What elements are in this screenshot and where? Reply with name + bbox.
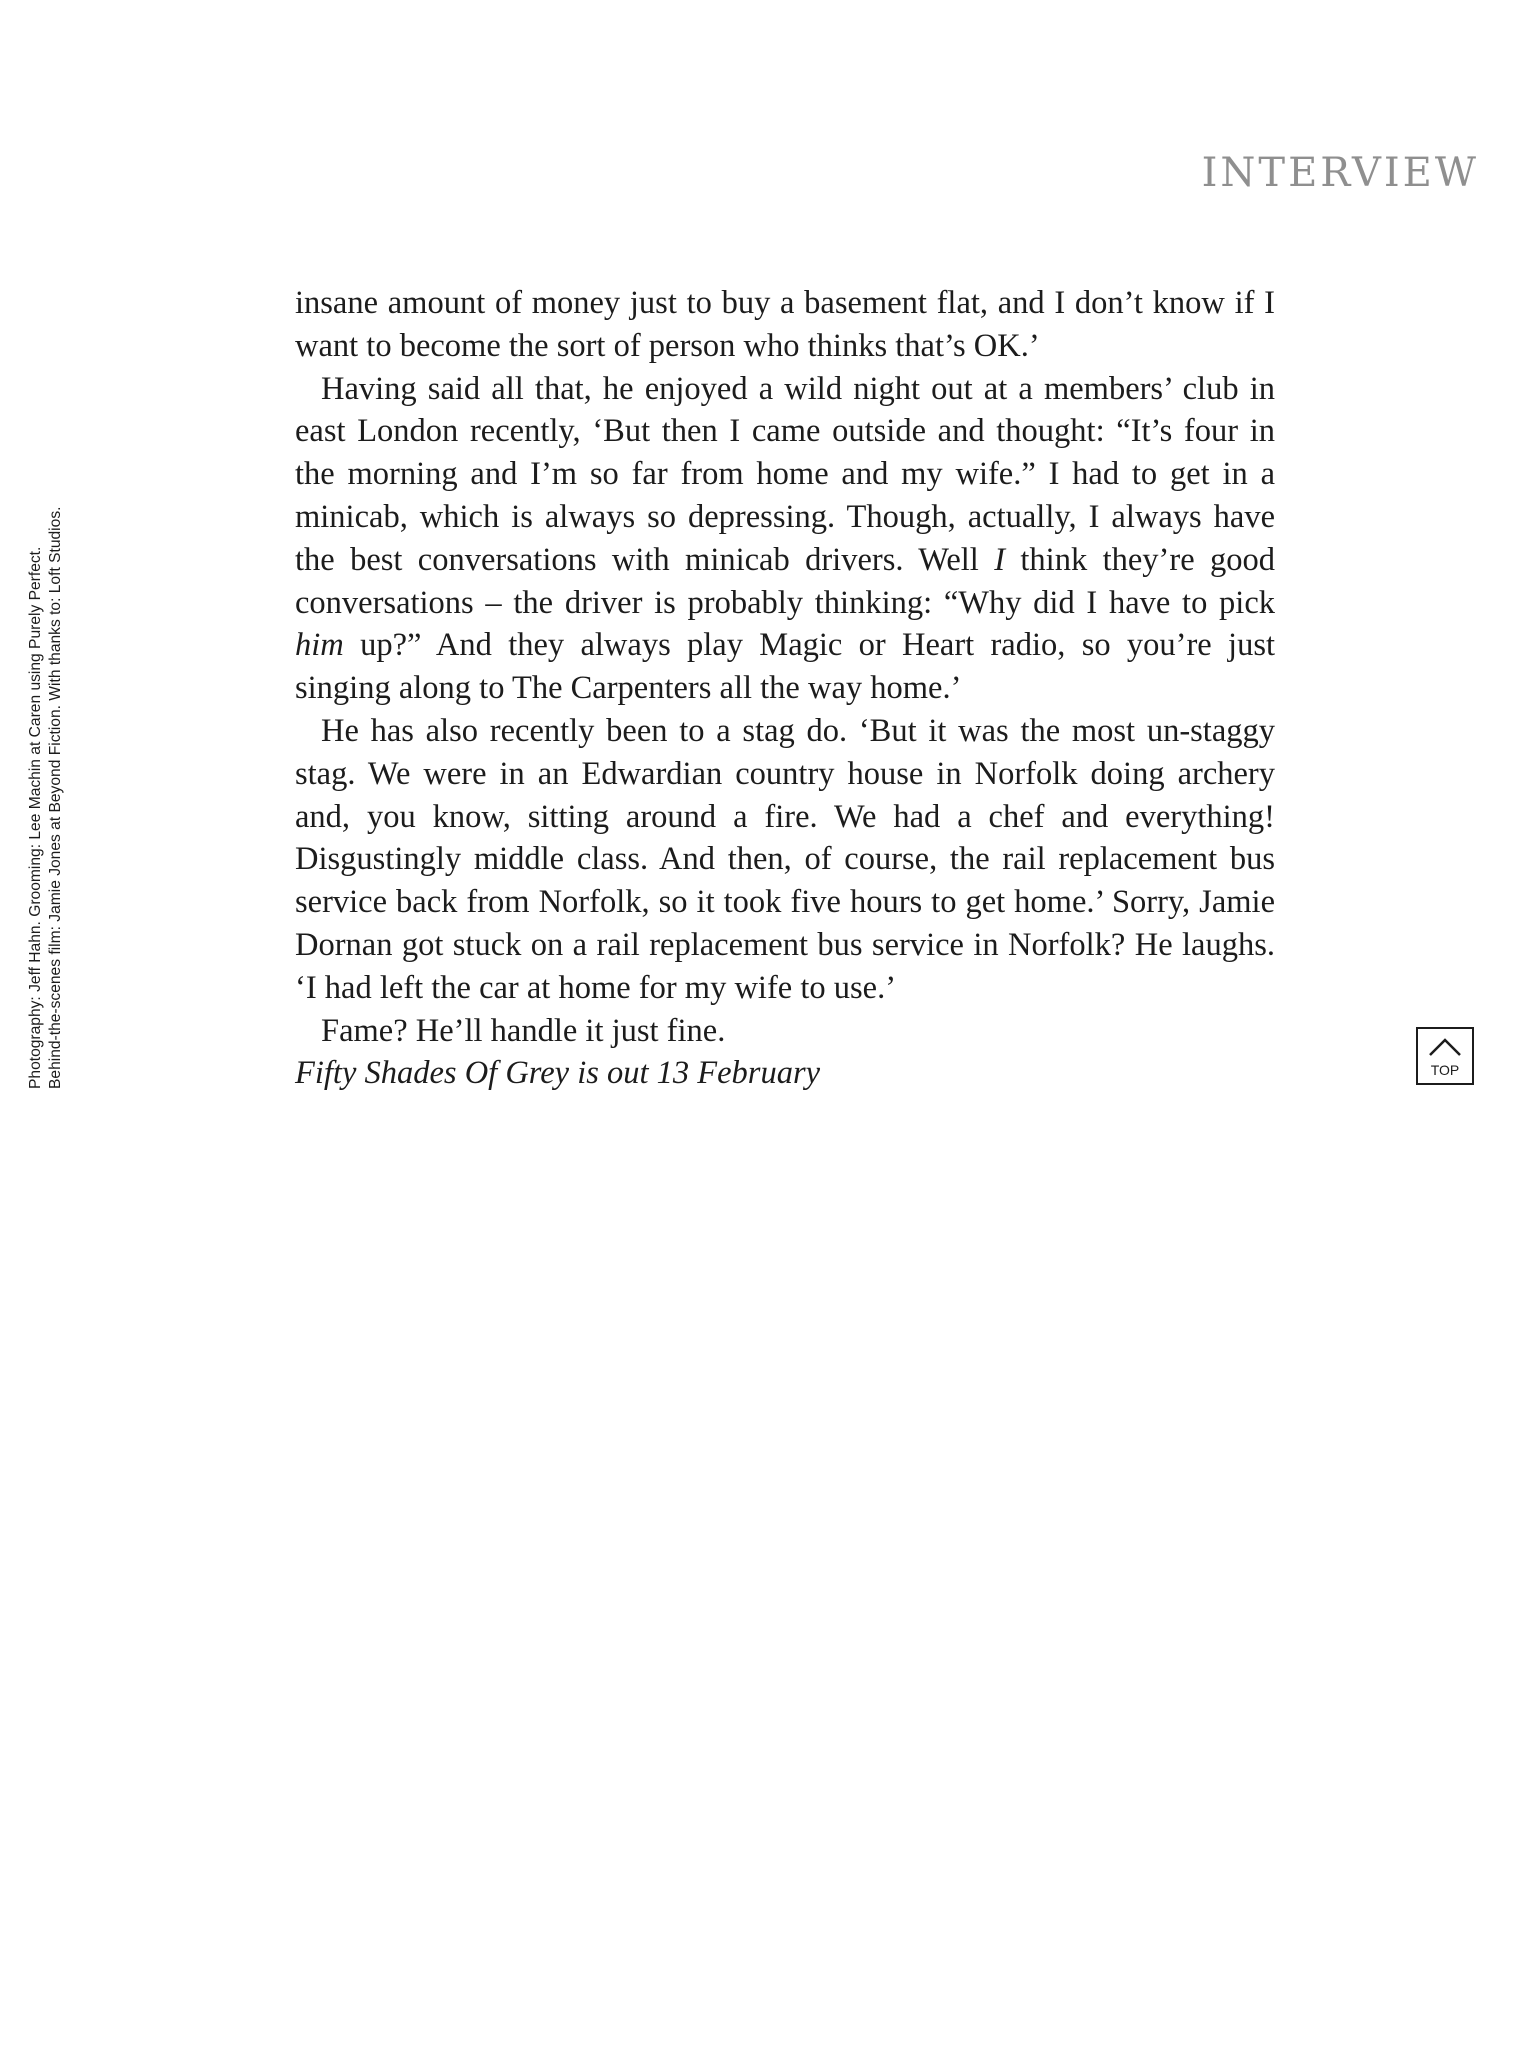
photo-credits-line-2: Behind-the-scenes film: Jamie Jones at Beyond Fiction. With thanks to: Loft Studios. bbox=[47, 506, 64, 1089]
section-label: INTERVIEW bbox=[1201, 150, 1479, 196]
article-paragraph-2-emphasis-2: him bbox=[295, 627, 344, 664]
article-paragraph-2 bbox=[295, 368, 1275, 710]
article-paragraph-2-part-b: think they’re good conversations – the driver is probably thinking: “Why did I have to pick bbox=[295, 541, 1275, 621]
article-paragraph-2-part-a: Having said all that, he enjoyed a wild night out at a members’ club in east London recently, ‘But then I came outside and thought: “It’s four in the morning and I’m so far from home and my wife.” I had to get in a minicab, which is always so depressing. Though, actually, I always have the best conversations with minicab drivers. Well bbox=[295, 370, 1275, 578]
chevron-up-icon bbox=[1428, 1035, 1462, 1057]
article-paragraph-2-emphasis-1: I bbox=[994, 541, 1006, 578]
article-body bbox=[295, 282, 1275, 1095]
photo-credits-line-1: Photography: Jeff Hahn. Grooming: Lee Machin at Caren using Purely Perfect. bbox=[27, 546, 44, 1089]
back-to-top-label: TOP bbox=[1430, 1062, 1460, 1078]
release-caption: Fifty Shades Of Grey is out 13 February bbox=[295, 1055, 821, 1092]
article-paragraph-3: He has also recently been to a stag do. ‘But it was the most un-staggy stag. We were in an Edwardian country house in Norfolk doing archery and, you know, sitting around a fire. We had a chef and everything! Disgustingly middle class. And then, of course, the rail replacement bus service back from Norfolk, so it took five hours to get home.’ Sorry, Jamie Dornan got stuck on a rail replacement bus service in Norfolk? He laughs. ‘I had left the car at home for my wife to use.’ bbox=[295, 712, 1275, 1006]
photo-credits bbox=[26, 389, 66, 1089]
article-paragraph-1: insane amount of money just to buy a basement flat, and I don’t know if I want to become the sort of person who thinks that’s OK.’ bbox=[295, 285, 1275, 364]
article-paragraph-4: Fame? He’ll handle it just fine. bbox=[321, 1012, 726, 1049]
article-paragraph-2-part-c: up?” And they always play Magic or Heart radio, so you’re just singing along to The Carpenters all the way home.’ bbox=[295, 627, 1275, 707]
back-to-top-button[interactable] bbox=[1416, 1027, 1474, 1085]
